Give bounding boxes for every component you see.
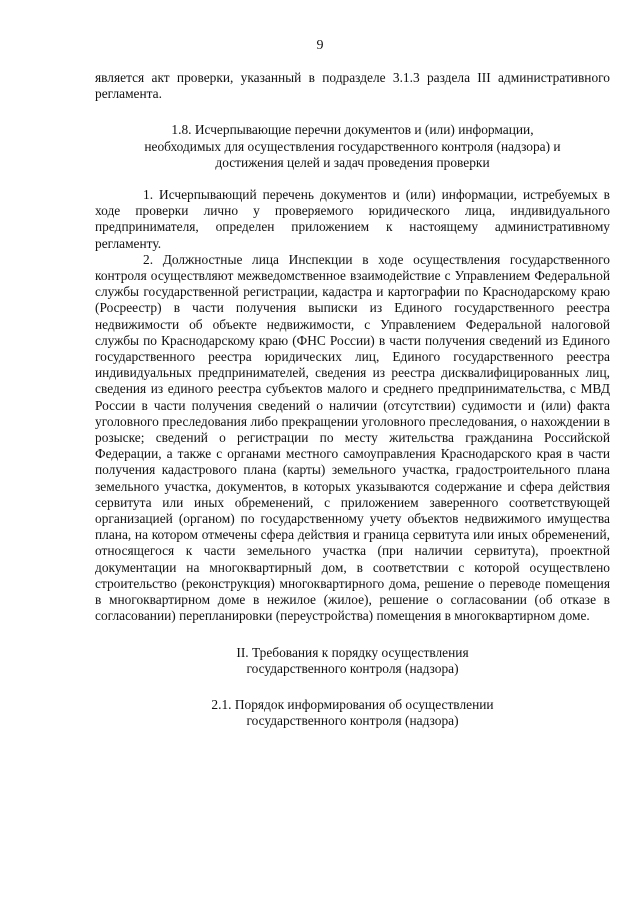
intro-paragraph: является акт проверки, указанный в подразделе 3.1.3 раздела III административного регламента. — [95, 70, 610, 102]
heading-line: 2.1. Порядок информирования об осуществлении — [211, 696, 494, 712]
page-number: 9 — [316, 38, 324, 53]
section-heading-1-8 — [95, 122, 610, 171]
section-heading-2-1 — [95, 697, 610, 729]
page-content — [95, 70, 610, 729]
paragraph-item-1: 1. Исчерпывающий перечень документов и (или) информации, истребуемых в ходе проверки лично у проверяемого юридического лица, индивидуального предпринимателя, определен приложением к настоящему административному регламенту. — [95, 187, 610, 251]
heading-line: 1.8. Исчерпывающие перечни документов и (или) информации, — [171, 122, 534, 138]
heading-line: необходимых для осуществления государственного контроля (надзора) и — [144, 138, 561, 154]
heading-line: государственного контроля (надзора) — [246, 660, 459, 676]
heading-line: II. Требования к порядку осуществления — [236, 644, 469, 660]
paragraph-item-2: 2. Должностные лица Инспекции в ходе осуществления государственного контроля осуществляют межведомственное взаимодействие с Управлением Федеральной службы государственной регистрации, кадастра и картографии по Краснодарскому краю (Росреестр) в части получения выписки из Единого государственного реестра недвижимости об объекте недвижимости, с Управлением Федеральной налоговой службы по Краснодарскому краю (ФНС России) в части получения сведений из Единого государственного реестра юридических лиц, Единого государственного реестра индивидуальных предпринимателей, сведения из реестра дисквалифицированных лиц, сведения из единого реестра субъектов малого и среднего предпринимательства, с МВД России в части получения сведений о наличии (отсутствии) судимости и (или) факта уголовного преследования либо прекращении уголовного преследования, о нахождении в розыске; сведений о регистрации по месту жительства гражданина Российской Федерации, а также с органами местного самоуправления Краснодарского края в части получения кадастрового плана (карты) земельного участка, градостроительного плана земельного участка, документов, в которых указываются содержание и сфера действия сервитута или иных обременений, с приложением заверенного соответствующей организацией (органом) по государственному учету объектов недвижимого имущества плана, на котором отмечены сфера действия и граница сервитута или иных обременений, относящегося к части земельного участка (при наличии сервитута), проектной документации на многоквартирный дом, в соответствии с которой осуществлено строительство (реконструкция) многоквартирного дома, решение о переводе помещения в многоквартирном доме в нежилое (жилое), решение о согласовании (об отказе в согласовании) перепланировки (переустройства) помещения в многоквартирном доме. — [95, 251, 610, 624]
heading-line: государственного контроля (надзора) — [246, 713, 459, 729]
heading-line: достижения целей и задач проведения проверки — [215, 154, 490, 170]
section-heading-II — [95, 645, 610, 677]
